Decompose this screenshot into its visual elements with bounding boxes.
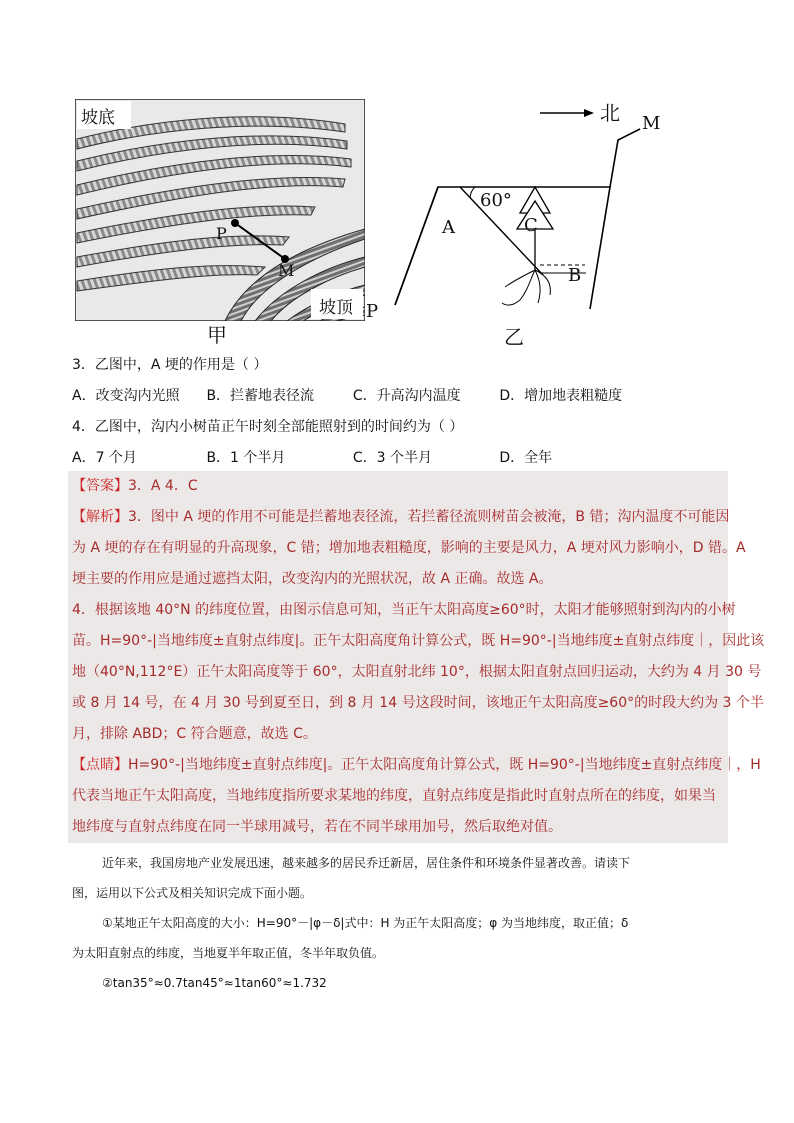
note-line: 地纬度与直射点纬度在同一半球用减号，若在不同半球用加号，然后取绝对值。 <box>72 819 562 835</box>
analysis-line: 地（40°N,112°E）正午太阳高度等于 60°，太阳直射北纬 10°，根据太阳直射点回归运动，大约为 4 月 30 号 <box>72 664 762 680</box>
slope-bottom-label: 坡底 <box>81 108 115 128</box>
question-3-stem: 3．乙图中，A 埂的作用是（ ） <box>72 357 268 373</box>
label-a: A <box>442 217 455 238</box>
note-line-1: H=90°-|当地纬度±直射点纬度|。正午太阳高度角计算公式，既 H=90°-|当地纬度±直射点纬度｜，H <box>128 757 761 773</box>
intro-line-2: 图，运用以下公式及相关知识完成下面小题。 <box>72 886 313 900</box>
analysis-line: 4．根据该地 40°N 的纬度位置，由图示信息可知，当正午太阳高度≥60°时，太阳才能够照射到沟内的小树 <box>72 602 736 618</box>
q4-option-d[interactable]: D．全年 <box>499 450 553 466</box>
question-4-stem: 4．乙图中，沟内小树苗正午时刻全部能照射到的时间约为（ ） <box>72 419 464 435</box>
point-m-right-label: M <box>642 113 661 134</box>
analysis-line: 埂主要的作用应是通过遮挡太阳，改变沟内的光照状况，故 A 正确。故选 A。 <box>72 571 553 587</box>
q3-option-a[interactable]: A．改变沟内光照 <box>72 388 180 404</box>
note-line <box>68 750 761 781</box>
formula-1b: 为太阳直射点的纬度，当地夏半年取正值，冬半年取负值。 <box>72 946 385 960</box>
analysis-line: 月，排除 ABD；C 符合题意，故选 C。 <box>72 726 317 742</box>
q4-option-a[interactable]: A．7 个月 <box>72 450 137 466</box>
angle-label: 60° <box>480 190 512 211</box>
roots-icon <box>502 270 550 305</box>
answer-analysis-block <box>68 471 765 843</box>
north-label: 北 <box>600 101 620 125</box>
next-question-intro <box>72 848 732 998</box>
slope-top-label: 坡顶 <box>319 298 353 318</box>
point-p-right-label: P <box>366 301 379 322</box>
analysis-line-1: 3．图中 A 埂的作用不可能是拦蓄地表径流，若拦蓄径流则树苗会被淹，B 错；沟内温度不可能因 <box>128 509 730 525</box>
figure-yi-caption: 乙 <box>504 325 524 349</box>
q4-option-c[interactable]: C．3 个半月 <box>352 450 433 466</box>
note-tag: 【点睛】 <box>72 757 128 773</box>
analysis-line: 苗。H=90°-|当地纬度±直射点纬度|。正午太阳高度角计算公式，既 H=90°-|当地纬度±直射点纬度｜，因此该 <box>72 633 765 649</box>
north-arrow-icon <box>584 109 594 117</box>
q3-option-c[interactable]: C．升高沟内温度 <box>352 388 461 404</box>
label-b: B <box>568 265 582 286</box>
analysis-line: 为 A 埂的存在有明显的升高现象，C 错；增加地表粗糙度，影响的主要是风力，A 埂对风力影响小，D 错。A <box>72 540 746 556</box>
answer-line <box>68 471 728 502</box>
cross-section-figure <box>360 95 680 347</box>
formula-1a: ①某地正午太阳高度的大小：H=90°－|φ－δ|式中：H 为正午太阳高度；φ 为当地纬度，取正值；δ <box>102 916 629 930</box>
intro-line-1: 近年来，我国房地产业发展迅速，越来越多的居民乔迁新居，居住条件和环境条件显著改善。请读下 <box>102 856 631 870</box>
label-c: C <box>524 215 538 236</box>
formula-2: ②tan35°≈0.7tan45°≈1tan60°≈1.732 <box>102 976 327 990</box>
q3-option-b[interactable]: B．拦蓄地表径流 <box>206 388 315 404</box>
terrace-photo-illustration <box>75 99 365 321</box>
terrace-slope-figure <box>75 99 365 321</box>
point-p-dot <box>231 219 239 227</box>
point-m-label: M <box>278 261 295 280</box>
question-3-options <box>72 385 622 405</box>
cross-section-diagram <box>360 95 680 347</box>
note-line: 代表当地正午太阳高度，当地纬度指所要求某地的纬度，直射点纬度是指此时直射点所在的纬度，如果当 <box>72 788 716 804</box>
analysis-line: 或 8 月 14 号，在 4 月 30 号到夏至日，到 8 月 14 号这段时间，该地正午太阳高度≥60°的时段大约为 3 个半 <box>72 695 764 711</box>
answer-text: 3．A 4．C <box>128 478 198 494</box>
question-4-options <box>72 447 552 467</box>
analysis-line <box>68 502 728 533</box>
analysis-tag: 【解析】 <box>72 509 128 525</box>
q4-option-b[interactable]: B．1 个半月 <box>206 450 286 466</box>
point-p-label: P <box>216 224 227 243</box>
answer-tag: 【答案】 <box>72 478 128 494</box>
q3-option-d[interactable]: D．增加地表粗糙度 <box>499 388 623 404</box>
figure-jia-caption: 甲 <box>207 323 227 347</box>
